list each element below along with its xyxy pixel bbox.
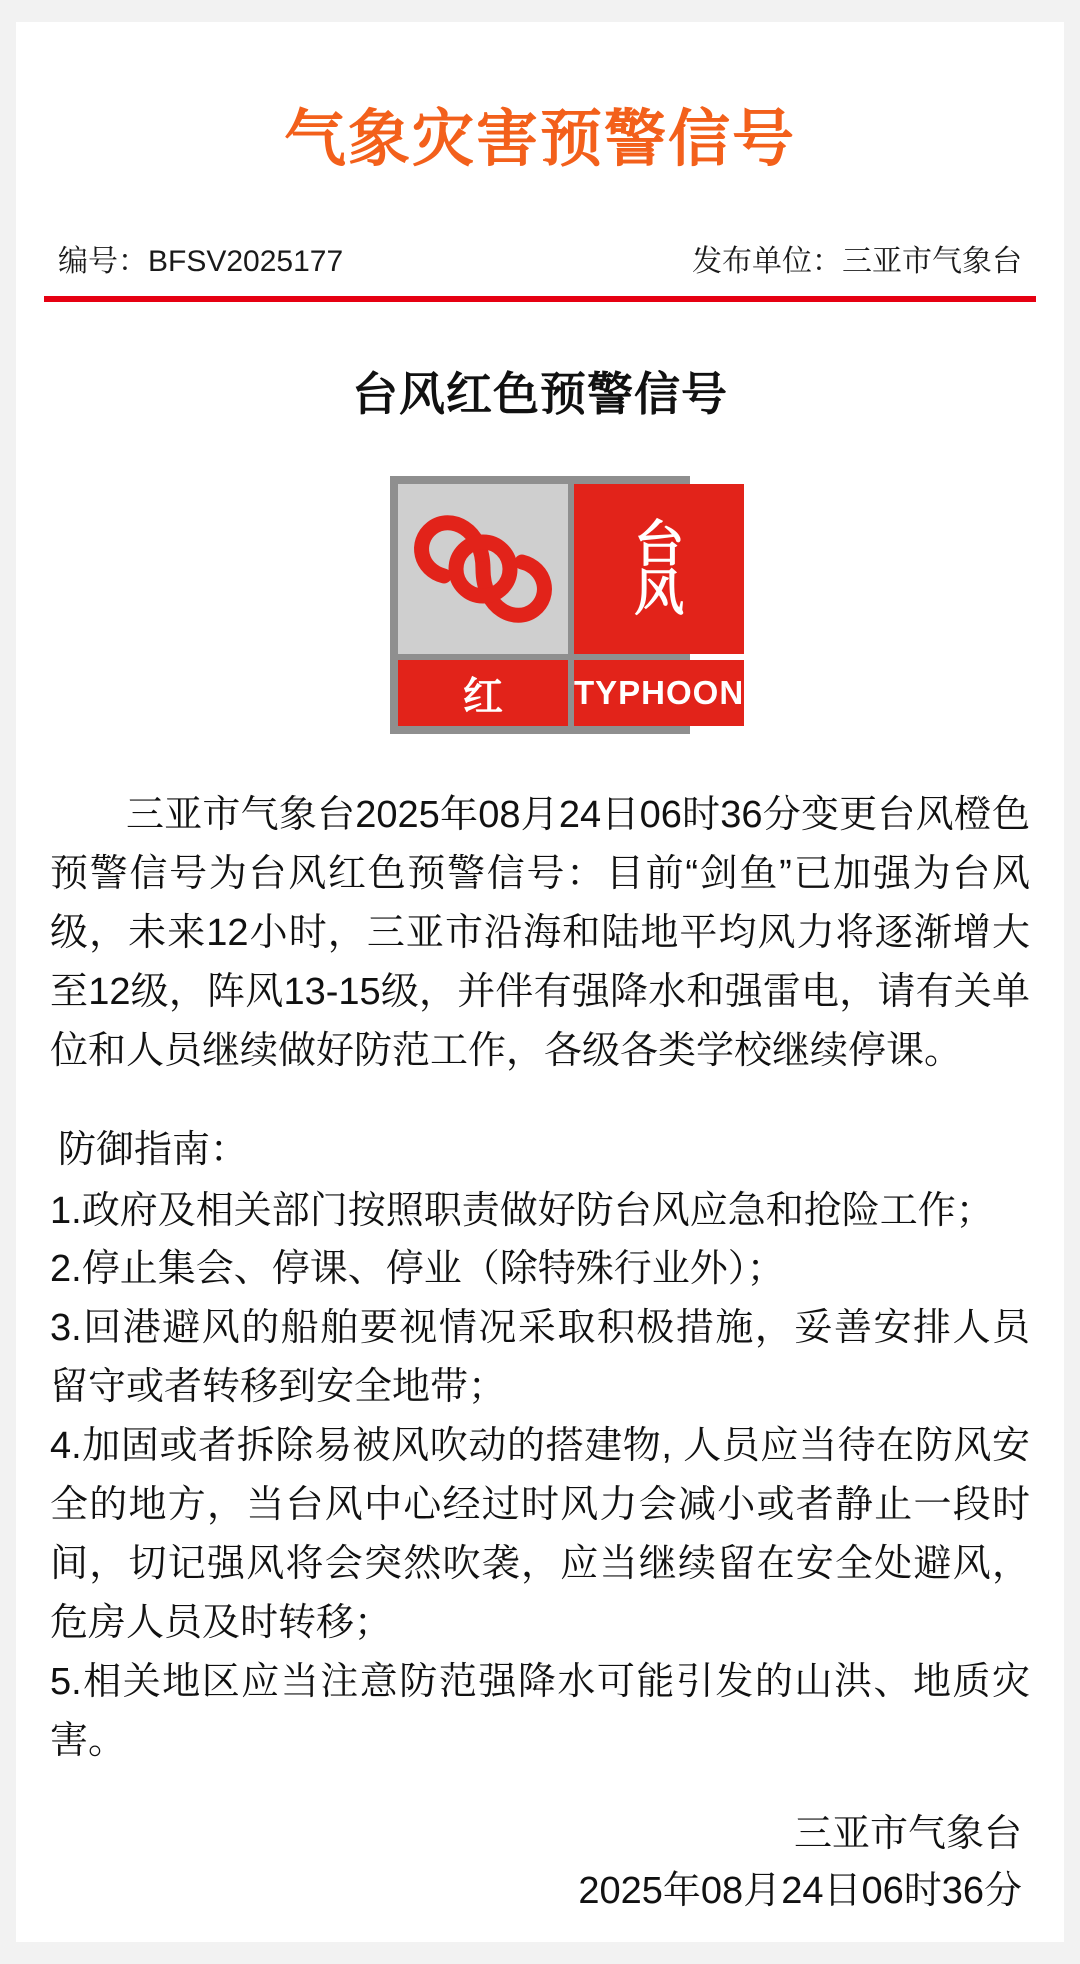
- serial-number: [58, 236, 343, 280]
- guide-item: 4.加固或者拆除易被风吹动的搭建物, 人员应当待在防风安全的地方，当台风中心经过时风力会减小或者静止一段时间，切记强风将会突然吹袭，应当继续留在安全处避风，危房人员及时转移；: [50, 1425, 1030, 1644]
- guide-item: 1.政府及相关部门按照职责做好防台风应急和抢险工作；: [50, 1189, 994, 1232]
- issuer: [692, 236, 1022, 280]
- typhoon-cyclone-icon: [398, 484, 568, 654]
- guide-item: 5.相关地区应当注意防范强降水可能引发的山洪、地质灾害。: [50, 1660, 1030, 1762]
- signature-org: 三亚市气象台: [793, 1813, 1022, 1856]
- guide-item: 3.回港避风的船舶要视情况采取积极措施，妥善安排人员留守或者转移到安全地带；: [50, 1307, 1030, 1409]
- typhoon-char-1: 台: [634, 516, 685, 573]
- serial-value: BFSV2025177: [148, 245, 344, 279]
- header-divider: [44, 296, 1036, 302]
- serial-label: 编号：: [58, 245, 148, 279]
- typhoon-english-label: TYPHOON: [574, 660, 744, 726]
- main-warning-text: 三亚市气象台2025年08月24日06时36分变更台风橙色预警信号为台风红色预警信号：目前“剑鱼”已加强为台风级，未来12小时，三亚市沿海和陆地平均风力将逐渐增大至12级，阵风13-15级，并伴有强降水和强雷电，请有关单位和人员继续做好防范工作，各级各类学校继续停课。: [50, 794, 1030, 1072]
- warning-document-card: [16, 22, 1064, 1942]
- document-meta-row: [44, 236, 1036, 280]
- warning-icon-wrap: [44, 476, 1036, 734]
- typhoon-red-warning-icon: [390, 476, 745, 734]
- typhoon-char-2: 风: [634, 565, 685, 622]
- signal-title: 台风红色预警信号: [352, 368, 728, 421]
- typhoon-label-vertical: [574, 484, 744, 654]
- prevention-guide: [44, 1121, 1036, 1771]
- warning-level-label: 红: [398, 660, 568, 726]
- guide-title: 防御指南：: [58, 1128, 249, 1171]
- page-title: 气象灾害预警信号: [283, 105, 796, 174]
- guide-item: 2.停止集会、停课、停业（除特殊行业外）；: [50, 1248, 785, 1291]
- signature-time: 2025年08月24日06时36分: [578, 1870, 1022, 1913]
- issuer-value: 三亚市气象台: [842, 245, 1022, 279]
- issuer-label: 发布单位：: [692, 245, 842, 279]
- signature-block: [44, 1806, 1036, 1920]
